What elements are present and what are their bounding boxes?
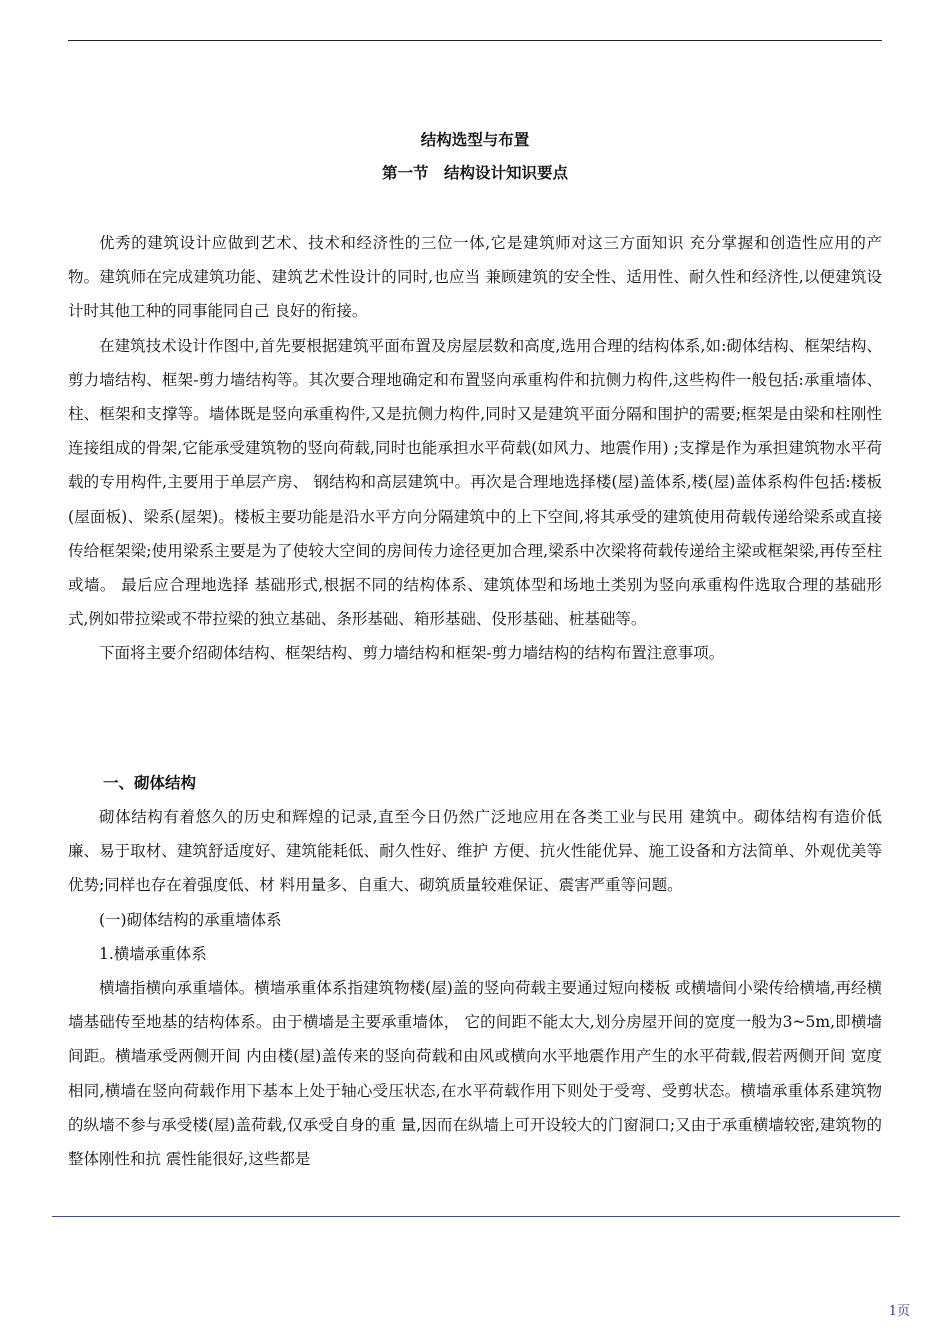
page-number: 1页 bbox=[888, 1304, 910, 1319]
paragraph: 下面将主要介绍砌体结构、框架结构、剪力墙结构和框架-剪力墙结构的结构布置注意事项。 bbox=[99, 644, 725, 663]
header-rule bbox=[68, 40, 882, 41]
document-title: 结构选型与布置 bbox=[420, 131, 530, 149]
paragraph: 横墙指横向承重墙体。横墙承重体系指建筑物楼(屋)盖的竖向荷载主要通过短向楼板 或横墙间小梁传给横墙,再经横墙基础传至地基的结构体系。由于横墙是主要承重墙体， 它的间距不能太大,划分房屋开间的宽度一般为3~5m,即横墙间距。横墙承受两侧开间 内由楼(屋)盖传来的竖向荷载和由风或横向水平地震作用产生的水平荷载,假若两侧开间 宽度相同,横墙在竖向荷载作用下基本上处于轴心受压状态,在水平荷载作用下则处于受弯、受剪状态。横墙承重体系建筑物的纵墙不参与承受楼(屋)盖荷载,仅承受自身的重 量,因而在纵墙上可开设较大的门窗洞口;又由于承重横墙较密,建筑物的整体刚性和抗 震性能很好,这些都是 bbox=[68, 979, 882, 1169]
footer-rule bbox=[52, 1216, 900, 1217]
section-text bbox=[68, 800, 882, 1176]
paragraph: 砌体结构有着悠久的历史和辉煌的记录,直至今日仍然广泛地应用在各类工业与民用 建筑中。砌体结构有造价低廉、易于取材、建筑舒适度好、建筑能耗低、耐久性好、维护 方便、抗火性能优异、施工设备和方法简单、外观优美等优势;同样也存在着强度低、材 料用量多、自重大、砌筑质量较难保证、震害严重等问题。 bbox=[68, 808, 882, 895]
paragraph: 优秀的建筑设计应做到艺术、技术和经济性的三位一体,它是建筑师对这三方面知识 充分掌握和创造性应用的产物。建筑师在完成建筑功能、建筑艺术性设计的同时,也应当 兼顾建筑的安全性、适用性、耐久性和经济性,以便建筑设计时其他工种的同事能同自己 良好的衔接。 bbox=[68, 234, 882, 321]
section-subtitle: 第一节 结构设计知识要点 bbox=[381, 164, 568, 182]
paragraph: 在建筑技术设计作图中,首先要根据建筑平面布置及房屋层数和高度,选用合理的结构体系,如:砌体结构、框架结构、剪力墙结构、框架-剪力墙结构等。其次要合理地确定和布置竖向承重构件和抗侧力构件,这些构件一般包括:承重墙体、柱、框架和支撑等。墙体既是竖向承重构件,又是抗侧力构件,同时又是建筑平面分隔和围护的需要;框架是由梁和柱刚性连接组成的骨架,它能承受建筑物的竖向荷载,同时也能承担水平荷载(如风力、地震作用) ;支撑是作为承担建筑物水平荷载的专用构件,主要用于单层产房、 钢结构和高层建筑中。再次是合理地选择楼(屋)盖体系,楼(屋)盖体系构件包括:楼板(屋面板)、梁系(屋架)。楼板主要功能是沿水平方向分隔建筑中的上下空间,将其承受的建筑使用荷载传递给梁系或直接传给框架梁;使用梁系主要是为了使较大空间的房间传力途径更加合理,梁系中次梁将荷载传递给主梁或框架梁,再传至柱或墙。 最后应合理地选择 基础形式,根据不同的结构体系、建筑体型和场地土类别为竖向承重构件选取合理的基础形 式,例如带拉梁或不带拉梁的独立基础、条形基础、箱形基础、伇形基础、桩基础等。 bbox=[68, 336, 898, 629]
subheading: (一)砌体结构的承重墙体系 bbox=[99, 910, 282, 929]
section-heading: 一、砌体结构 bbox=[103, 774, 197, 792]
intro-text bbox=[68, 226, 898, 671]
subheading: 1.横墙承重体系 bbox=[99, 944, 207, 963]
